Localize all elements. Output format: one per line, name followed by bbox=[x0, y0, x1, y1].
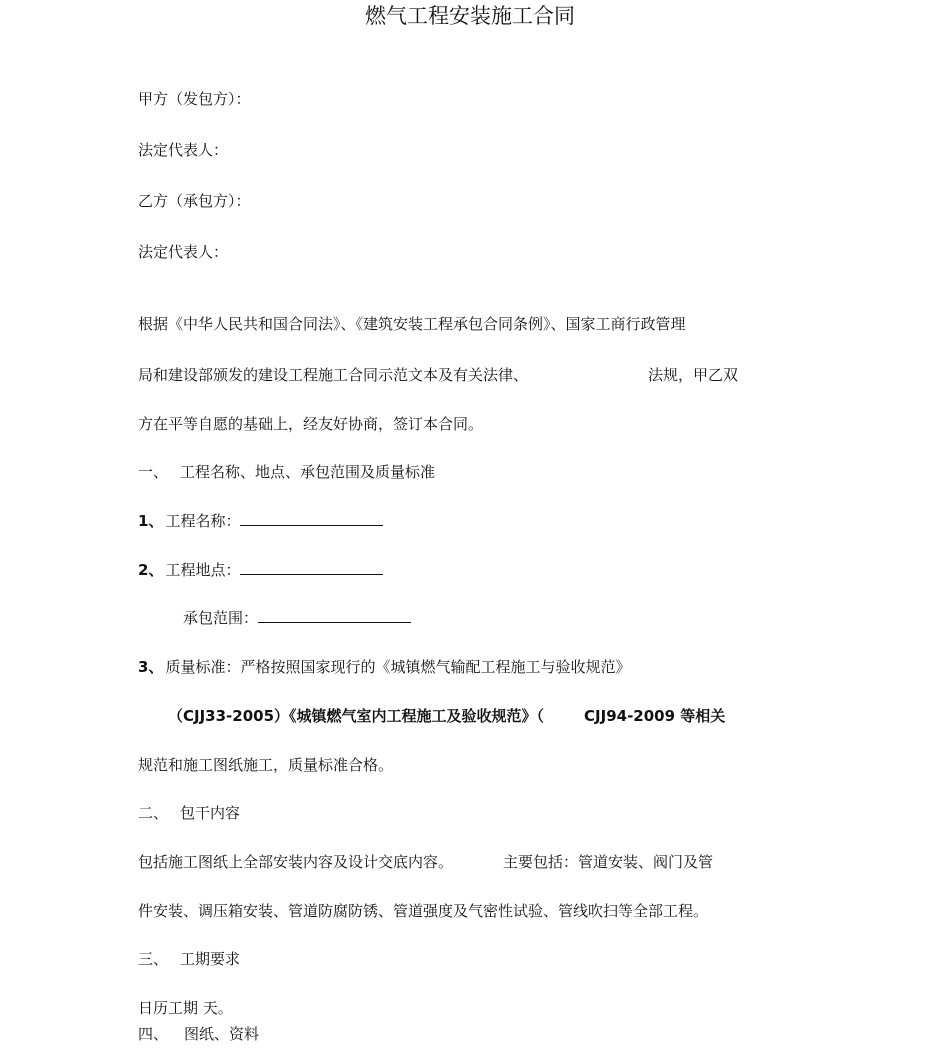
section-4-title: 图纸、资料 bbox=[184, 1025, 260, 1043]
preamble-line-2-part-b: 法规，甲乙双 bbox=[648, 366, 739, 384]
project-location-label: 工程地点： bbox=[165, 561, 241, 579]
section-1-heading bbox=[138, 462, 435, 482]
project-location-field[interactable] bbox=[240, 560, 383, 575]
section-3-heading bbox=[138, 949, 240, 969]
party-a-label: 甲方（发包方）： bbox=[138, 90, 251, 108]
calendar-duration-line: 日历工期 天。 bbox=[138, 999, 233, 1017]
quality-standard-cont-part-b: CJJ94-2009 等相关 bbox=[584, 707, 726, 725]
party-b-representative-label: 法定代表人： bbox=[138, 243, 229, 261]
section-2-line-1 bbox=[138, 852, 713, 872]
section-2-title: 包干内容 bbox=[180, 804, 241, 822]
contract-scope-field[interactable] bbox=[258, 608, 411, 623]
preamble-line-1: 根据《中华人民共和国合同法》、《建筑安装工程承包合同条例》、国家工商行政管理 bbox=[138, 315, 686, 333]
section-3-title: 工期要求 bbox=[180, 950, 241, 968]
quality-standard-text: 质量标准：严格按照国家现行的《城镇燃气输配工程施工与验收规范》 bbox=[165, 658, 631, 676]
section-2-heading bbox=[138, 803, 240, 823]
quality-standard-cont-part-a: （CJJ33-2005）《城镇燃气室内工程施工及验收规范》（ bbox=[168, 707, 545, 725]
quality-standard-row bbox=[138, 657, 630, 677]
quality-standard-continuation bbox=[168, 706, 725, 726]
project-name-field[interactable] bbox=[240, 511, 383, 526]
section-1-title: 工程名称、地点、承包范围及质量标准 bbox=[180, 463, 436, 481]
project-name-row bbox=[138, 511, 383, 531]
section-3-number: 三、 bbox=[138, 950, 169, 968]
preamble-line-2 bbox=[138, 365, 738, 385]
quality-standard-end: 规范和施工图纸施工，质量标准合格。 bbox=[138, 756, 394, 774]
section-2-number: 二、 bbox=[138, 804, 169, 822]
party-b-label: 乙方（承包方）： bbox=[138, 192, 251, 210]
preamble-line-2-part-a: 局和建设部颁发的建设工程施工合同示范文本及有关法律、 bbox=[138, 366, 529, 384]
item-1-number: 1、 bbox=[138, 512, 164, 530]
section-2-line-2: 件安装、调压箱安装、管道防腐防锈、管道强度及气密性试验、管线吹扫等全部工程。 bbox=[138, 902, 709, 920]
contract-scope-row bbox=[183, 608, 411, 628]
contract-scope-label: 承包范围： bbox=[183, 609, 259, 627]
section-2-line-1-part-a: 包括施工图纸上全部安装内容及设计交底内容。 bbox=[138, 853, 454, 871]
section-2-line-1-part-b: 主要包括：管道安装、阀门及管 bbox=[503, 853, 714, 871]
party-a-representative-label: 法定代表人： bbox=[138, 141, 229, 159]
item-2-number: 2、 bbox=[138, 561, 164, 579]
section-4-number: 四、 bbox=[138, 1025, 169, 1043]
section-4-heading bbox=[138, 1024, 259, 1044]
item-3-number: 3、 bbox=[138, 658, 164, 676]
section-1-number: 一、 bbox=[138, 463, 169, 481]
document-title: 燃气工程安装施工合同 bbox=[365, 4, 575, 28]
project-location-row bbox=[138, 560, 383, 580]
preamble-line-3: 方在平等自愿的基础上，经友好协商，签订本合同。 bbox=[138, 415, 484, 433]
project-name-label: 工程名称： bbox=[165, 512, 241, 530]
